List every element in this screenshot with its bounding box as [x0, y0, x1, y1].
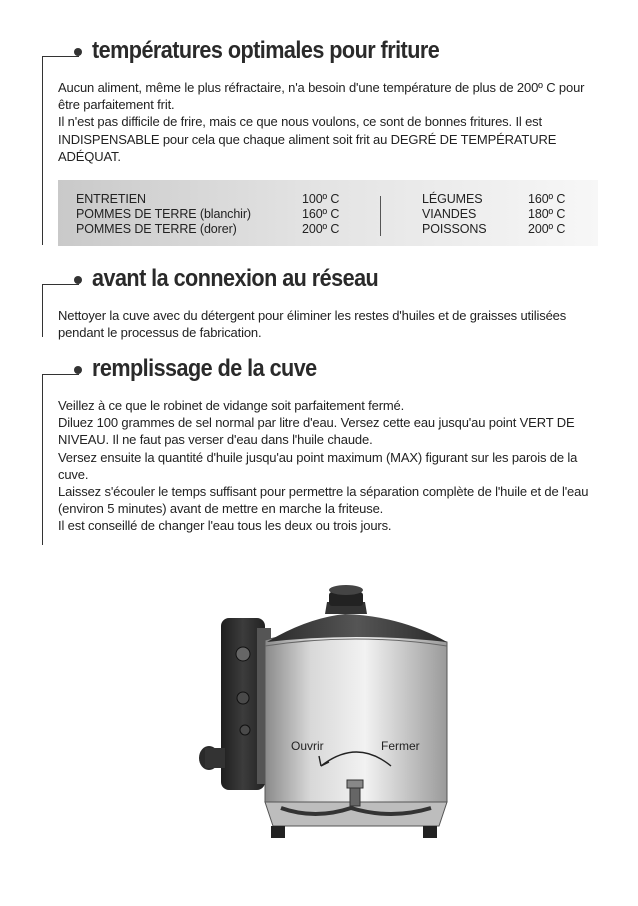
table-temp: 100º C: [302, 192, 340, 206]
table-temp: 200º C: [302, 222, 340, 236]
paragraph: Il est conseillé de changer l'eau tous les deux ou trois jours.: [58, 518, 392, 534]
bullet-dot: [74, 48, 82, 56]
fryer-illustration: [195, 580, 485, 842]
drain-valve-icon: [350, 786, 360, 806]
table-right-items: [422, 192, 487, 237]
table-item: POISSONS: [422, 222, 487, 236]
table-temp: 160º C: [528, 192, 566, 206]
paragraph: Il n'est pas difficile de frire, mais ce que nous voulons, ce sont de bonnes fritures. Il est INDISPENSABLE pour cela que chaque aliment soit frit au DEGRÉ DE TEMPÉRATURE ADÉQUAT.: [58, 114, 557, 164]
table-temp: 160º C: [302, 207, 340, 221]
indicator-light-icon: [236, 647, 250, 661]
table-right-temps: [528, 192, 565, 237]
table-item: POMMES DE TERRE (dorer): [76, 222, 237, 236]
paragraph: Diluez 100 grammes de sel normal par litre d'eau. Versez cette eau jusqu'au point VERT DE NIVEAU. Il ne faut pas verser d'eau dans l'huile chaude.: [58, 415, 575, 448]
section-heading-temperatures: températures optimales pour friture: [92, 37, 440, 64]
table-left-temps: [302, 192, 339, 237]
fryer-tank: [265, 630, 447, 802]
bullet-dot: [74, 276, 82, 284]
paragraph: Laissez s'écouler le temps suffisant pour permettre la séparation complète de l'huile et de l'eau (environ 5 minutes) avant de mettre en marche la friteuse.: [58, 484, 589, 517]
paragraph: Veillez à ce que le robinet de vidange soit parfaitement fermé.: [58, 398, 405, 413]
label-close: Fermer: [381, 739, 420, 753]
section-heading-remplissage: remplissage de la cuve: [92, 355, 317, 382]
section-text-remplissage: [58, 397, 606, 535]
bullet-dot: [74, 366, 82, 374]
table-temp: 200º C: [528, 222, 566, 236]
table-item: VIANDES: [422, 207, 477, 221]
table-temp: 180º C: [528, 207, 566, 221]
table-item: POMMES DE TERRE (blanchir): [76, 207, 251, 221]
table-item: LÉGUMES: [422, 192, 483, 206]
section-heading-connexion: avant la connexion au réseau: [92, 265, 379, 292]
paragraph: Versez ensuite la quantité d'huile jusqu'au point maximum (MAX) figurant sur les parois de la cuve.: [58, 449, 578, 482]
table-item: ENTRETIEN: [76, 192, 146, 206]
table-divider: [380, 196, 381, 236]
paragraph: Nettoyer la cuve avec du détergent pour éliminer les restes d'huiles et de graisses utilisées pendant le processus de fabrication.: [58, 308, 567, 341]
label-open: Ouvrir: [291, 739, 324, 753]
section-text-temperatures: [58, 79, 606, 165]
paragraph: Aucun aliment, même le plus réfractaire, n'a besoin d'une température de plus de 200º C pour être parfaitement frit.: [58, 80, 585, 113]
table-left-items: [76, 192, 251, 237]
indicator-light-icon: [240, 725, 250, 735]
temperature-table: [58, 180, 598, 246]
indicator-light-icon: [237, 692, 249, 704]
section-text-connexion: [58, 307, 606, 341]
